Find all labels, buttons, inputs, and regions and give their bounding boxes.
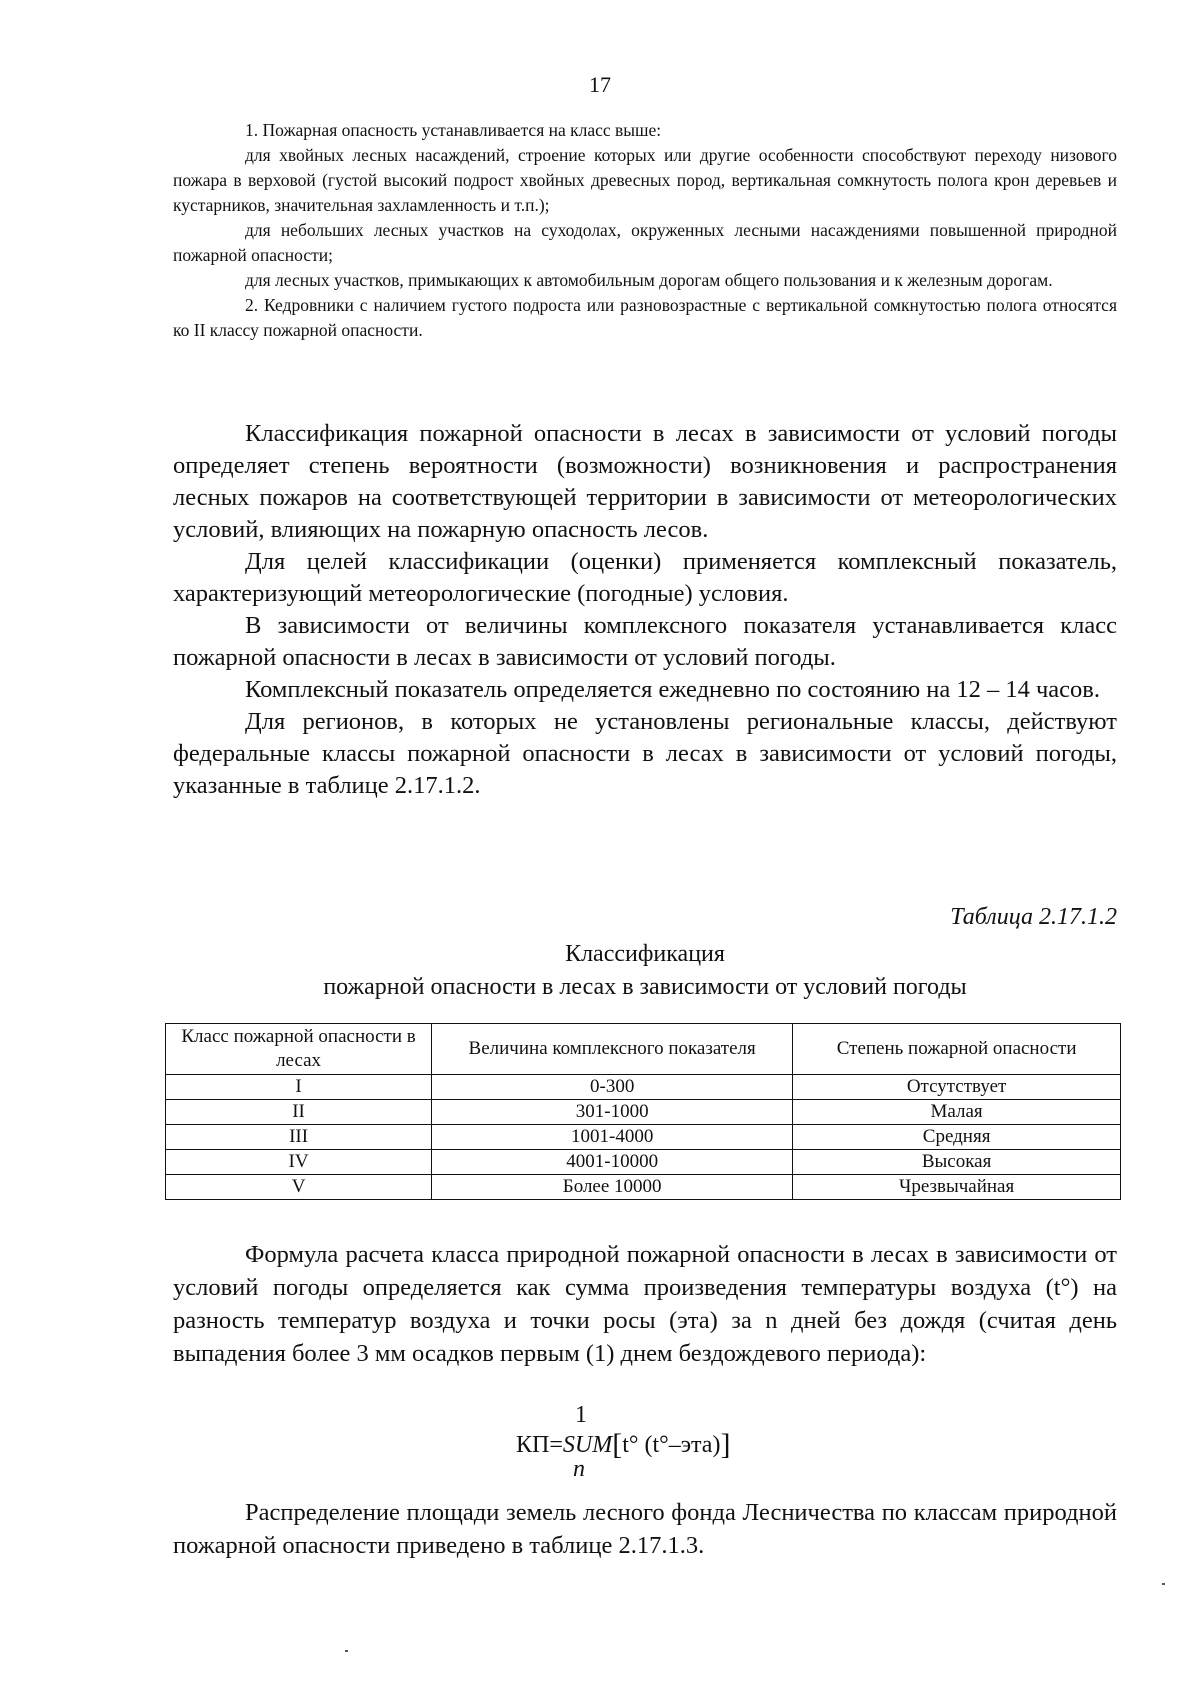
scan-speck-icon <box>345 1650 348 1652</box>
body-paragraph: Для целей классификации (оценки) применяется комплексный показатель, характеризующий метеорологические (погодные) условия. <box>173 548 1117 607</box>
table-row <box>166 1175 1121 1200</box>
table-row <box>166 1100 1121 1125</box>
table-cell: Малая <box>793 1100 1121 1125</box>
table-cell: IV <box>166 1150 432 1175</box>
body-paragraph: Формула расчета класса природной пожарной опасности в лесах в зависимости от условий погоды определяется как сумма произведения температуры воздуха (t°) на разность температур воздуха и точки росы (эта) за n дней без дождя (считая день выпадения более 3 мм осадков первым (1) днем бездождевого периода): <box>173 1241 1117 1367</box>
table-notes <box>173 118 1117 343</box>
table-title <box>173 938 1117 1004</box>
table-cell: Средняя <box>793 1125 1121 1150</box>
fire-class-table <box>165 1023 1121 1200</box>
note-paragraph: для небольших лесных участков на суходолах, окруженных лесными насаждениями повышенной природной пожарной опасности; <box>173 220 1117 265</box>
table-cell: 4001-10000 <box>432 1150 793 1175</box>
body-paragraph: Комплексный показатель определяется ежедневно по состоянию на 12 – 14 часов. <box>245 676 1100 703</box>
table-header-row <box>166 1024 1121 1075</box>
formula-numerator: 1 <box>575 1402 587 1428</box>
body-paragraph: Классификация пожарной опасности в лесах в зависимости от условий погоды определяет степень вероятности (возможности) возникновения и распространения лесных пожаров на соответствующей территории в зависимости от метеорологических условий, влияющих на пожарную опасность лесов. <box>173 420 1117 543</box>
bracket-open-icon: [ <box>612 1428 623 1461</box>
final-text <box>173 1496 1117 1562</box>
table-cell: Более 10000 <box>432 1175 793 1200</box>
note-paragraph: 2. Кедровники с наличием густого подроста или разновозрастные с вертикальной сомкнутостью полога относятся ко II классу пожарной опасности. <box>173 295 1117 340</box>
table-cell: I <box>166 1075 432 1100</box>
main-text <box>173 418 1117 802</box>
formula-expression <box>516 1428 730 1462</box>
table-row <box>166 1150 1121 1175</box>
table-row <box>166 1125 1121 1150</box>
table-cell: Отсутствует <box>793 1075 1121 1100</box>
formula <box>500 1402 800 1482</box>
note-paragraph: для хвойных лесных насаждений, строение которых или другие особенности способствуют переходу низового пожара в верховой (густой высокий подрост хвойных древесных пород, вертикальная сомкнутость полога крон деревьев и кустарников, значительная захламленность и т.п.); <box>173 145 1117 215</box>
body-paragraph: Для регионов, в которых не установлены региональные классы, действуют федеральные классы пожарной опасности в лесах в зависимости от условий погоды, указанные в таблице 2.17.1.2. <box>173 708 1117 799</box>
note-paragraph: для лесных участков, примыкающих к автомобильным дорогам общего пользования и к железным дорогам. <box>245 270 1053 290</box>
table-cell: 0-300 <box>432 1075 793 1100</box>
formula-denominator: n <box>573 1456 585 1482</box>
table-cell: III <box>166 1125 432 1150</box>
table-row <box>166 1075 1121 1100</box>
table-cell: II <box>166 1100 432 1125</box>
page-number: 17 <box>589 72 611 97</box>
body-paragraph: Распределение площади земель лесного фонда Лесничества по классам природной пожарной опасности приведено в таблице 2.17.1.3. <box>173 1499 1117 1559</box>
formula-inner: t° (t°–эта) <box>622 1432 721 1458</box>
table-title-line: Классификация <box>565 941 725 967</box>
formula-sum: SUM <box>562 1432 613 1458</box>
body-paragraph: В зависимости от величины комплексного показателя устанавливается класс пожарной опасности в лесах в зависимости от условий погоды. <box>173 612 1117 671</box>
bracket-close-icon: ] <box>720 1428 731 1461</box>
table-cell: Высокая <box>793 1150 1121 1175</box>
column-header: Класс пожарной опасности в лесах <box>166 1024 432 1075</box>
table-title-line: пожарной опасности в лесах в зависимости от условий погоды <box>323 974 967 1000</box>
column-header: Степень пожарной опасности <box>793 1024 1121 1075</box>
table-cell: V <box>166 1175 432 1200</box>
table-cell: 1001-4000 <box>432 1125 793 1150</box>
formula-description <box>173 1238 1117 1370</box>
column-header: Величина комплексного показателя <box>432 1024 793 1075</box>
table-label: Таблица 2.17.1.2 <box>950 904 1117 930</box>
table-cell: 301-1000 <box>432 1100 793 1125</box>
formula-lhs: КП= <box>516 1432 563 1458</box>
note-paragraph: 1. Пожарная опасность устанавливается на класс выше: <box>245 120 662 140</box>
scan-speck-icon <box>1162 1583 1165 1585</box>
table-cell: Чрезвычайная <box>793 1175 1121 1200</box>
